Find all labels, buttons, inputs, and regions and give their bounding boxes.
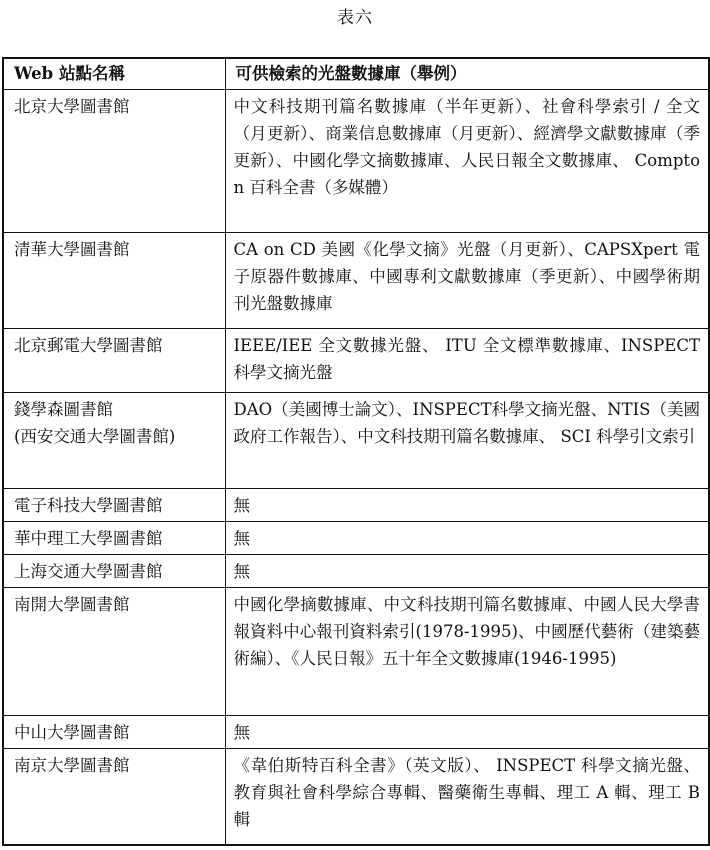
site-name-cell: 電子科技大學圖書館 — [3, 489, 225, 522]
site-name-cell: 上海交通大學圖書館 — [3, 555, 225, 588]
database-list-cell: 《韋伯斯特百科全書》（英文版）、 INSPECT 科學文摘光盤、教育與社會科學綜合專輯、醫藥衛生專輯、理工 A 輯、理工 B 輯 — [225, 749, 709, 845]
database-list-cell: IEEE/IEE 全文數據光盤、 ITU 全文標準數據庫、INSPECT 科學文摘光盤 — [225, 329, 709, 393]
database-list-cell: 無 — [225, 555, 709, 588]
table-row — [3, 489, 709, 522]
table-row — [3, 329, 709, 393]
site-name-cell: 錢學森圖書館 (西安交通大學圖書館) — [3, 393, 225, 489]
database-list-cell: 中國化學摘數據庫、中文科技期刊篇名數據庫、中國人民大學書報資料中心報刊資料索引(1978-1995)、中國歷代藝術（建築藝術編）、《人民日報》五十年全文數據庫(1946-1995) — [225, 588, 709, 716]
table-row — [3, 716, 709, 749]
site-name-cell: 華中理工大學圖書館 — [3, 522, 225, 555]
database-list-cell: DAO（美國博士論文）、INSPECT科學文摘光盤、NTIS（美國政府工作報告）、中文科技期刊篇名數據庫、 SCI 科學引文索引 — [225, 393, 709, 489]
database-list-cell: 無 — [225, 716, 709, 749]
site-name-cell: 北京郵電大學圖書館 — [3, 329, 225, 393]
table-row — [3, 555, 709, 588]
table-row — [3, 393, 709, 489]
database-list-cell: 無 — [225, 522, 709, 555]
site-name-cell: 清華大學圖書館 — [3, 233, 225, 329]
table-row — [3, 233, 709, 329]
site-name-cell: 南開大學圖書館 — [3, 588, 225, 716]
header-databases: 可供檢索的光盤數據庫（舉例） — [225, 58, 709, 90]
database-table — [2, 57, 710, 846]
table-row — [3, 522, 709, 555]
database-list-cell: 無 — [225, 489, 709, 522]
table-row — [3, 749, 709, 845]
table-caption: 表六 — [337, 8, 373, 28]
table-row — [3, 588, 709, 716]
site-name-cell: 中山大學圖書館 — [3, 716, 225, 749]
site-name-cell: 南京大學圖書館 — [3, 749, 225, 845]
database-list-cell: CA on CD 美國《化學文摘》光盤（月更新）、CAPSXpert 電子原器件數據庫、中國專利文獻數據庫（季更新）、中國學術期刊光盤數據庫 — [225, 233, 709, 329]
table-header-row — [3, 58, 709, 90]
table-row — [3, 90, 709, 233]
header-site-name: Web 站點名稱 — [3, 58, 225, 90]
database-list-cell: 中文科技期刊篇名數據庫（半年更新）、社會科學索引 / 全文（月更新）、商業信息數據庫（月更新）、經濟學文獻數據庫（季更新）、中國化學文摘數據庫、人民日報全文數據庫、 Compton 百科全書（多媒體） — [225, 90, 709, 233]
site-name-cell: 北京大學圖書館 — [3, 90, 225, 233]
